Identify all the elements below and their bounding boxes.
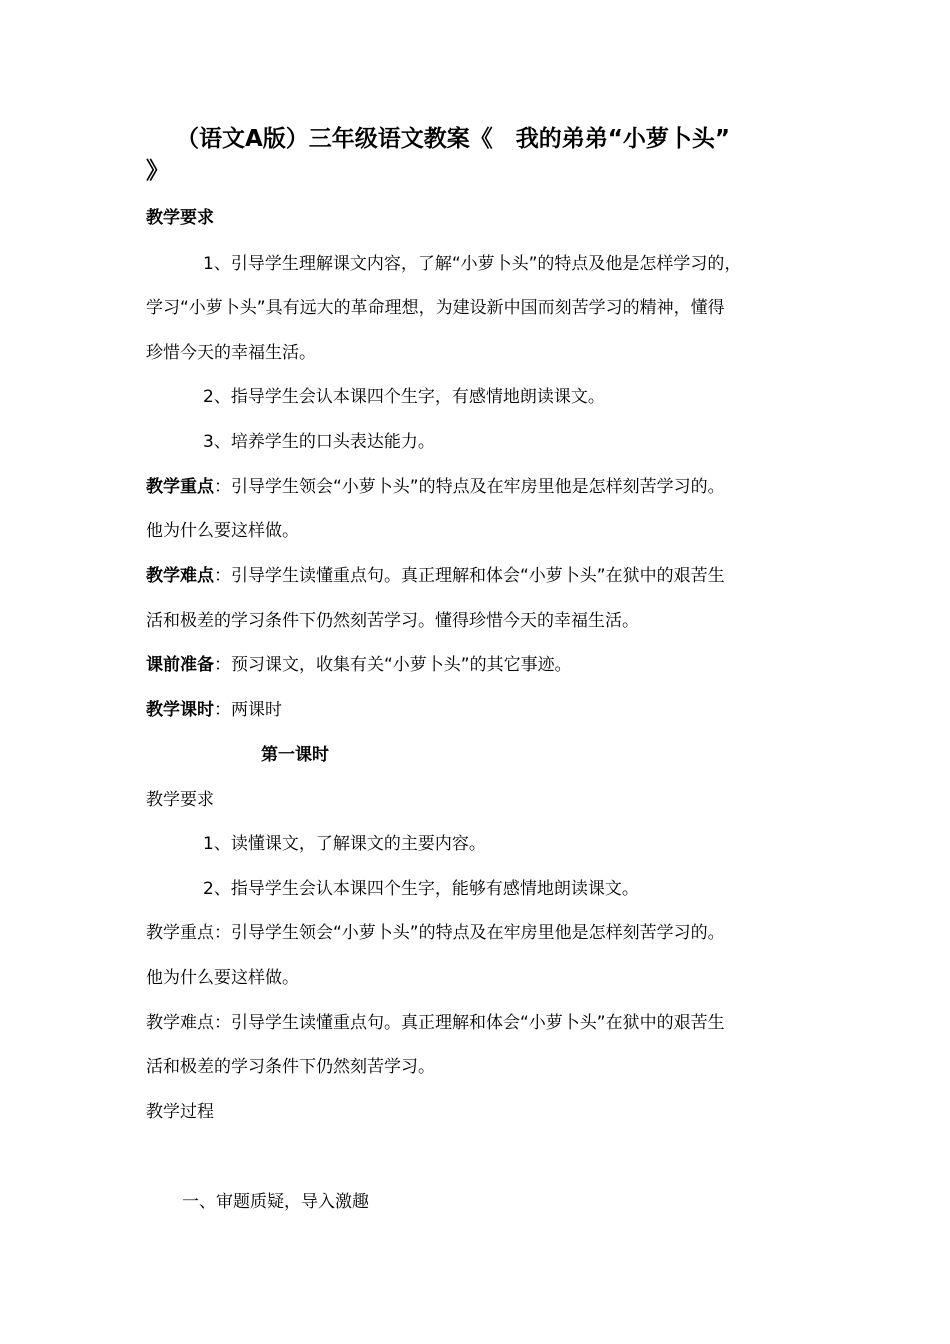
requirement-3: 3、培养学生的口头表达能力。: [203, 432, 435, 452]
class-preparation: [146, 653, 572, 677]
teaching-focus-label: 教学重点: [146, 477, 214, 497]
class-preparation-label: 课前准备: [146, 655, 214, 675]
teaching-focus-line2: 他为什么要这样做。: [146, 521, 299, 541]
teaching-focus-text: ：引导学生领会“小萝卜头”的特点及在牢房里他是怎样刻苦学习的。: [214, 477, 725, 497]
lesson1-focus-line2: 他为什么要这样做。: [146, 968, 299, 988]
lesson1-requirement-1: 1、读懂课文，了解课文的主要内容。: [203, 834, 486, 854]
teaching-hours-label: 教学课时: [146, 700, 214, 720]
document-title-line2: 》: [146, 158, 169, 184]
lesson1-focus-line1: 教学重点：引导学生领会“小萝卜头”的特点及在牢房里他是怎样刻苦学习的。: [146, 923, 725, 943]
teaching-hours: [146, 698, 282, 722]
teaching-difficulty-line2: 活和极差的学习条件下仍然刻苦学习。懂得珍惜今天的幸福生活。: [146, 611, 639, 631]
requirement-1-line3: 珍惜今天的幸福生活。: [146, 343, 316, 363]
class-preparation-text: ：预习课文，收集有关“小萝卜头”的其它事迹。: [214, 655, 572, 675]
lesson1-difficulty-line1: 教学难点：引导学生读懂重点句。真正理解和体会“小萝卜头”在狱中的艰苦生: [146, 1013, 725, 1033]
process-step-1: 一、审题质疑，导入激趣: [182, 1192, 369, 1212]
teaching-hours-text: ：两课时: [214, 700, 282, 720]
teaching-difficulty-text: ：引导学生读懂重点句。真正理解和体会“小萝卜头”在狱中的艰苦生: [214, 566, 725, 586]
teaching-focus: [146, 475, 725, 499]
teaching-process-heading: 教学过程: [146, 1102, 214, 1122]
document-title-line1: （语文A版）三年级语文教案《 我的弟弟“小萝卜头”: [176, 126, 731, 152]
teaching-difficulty-label: 教学难点: [146, 566, 214, 586]
lesson1-requirement-2: 2、指导学生会认本课四个生字，能够有感情地朗读课文。: [203, 879, 639, 899]
teaching-difficulty: [146, 564, 725, 588]
lesson1-difficulty-line2: 活和极差的学习条件下仍然刻苦学习。: [146, 1057, 435, 1077]
lesson1-heading: 第一课时: [261, 745, 329, 765]
lesson1-requirements-heading: 教学要求: [146, 790, 214, 810]
teaching-requirements-heading: 教学要求: [146, 208, 214, 228]
requirement-2: 2、指导学生会认本课四个生字，有感情地朗读课文。: [203, 387, 605, 407]
requirement-1-line2: 学习“小萝卜头”具有远大的革命理想，为建设新中国而刻苦学习的精神，懂得: [146, 298, 725, 318]
requirement-1-line1: 1、引导学生理解课文内容，了解“小萝卜头”的特点及他是怎样学习的，: [203, 254, 742, 274]
